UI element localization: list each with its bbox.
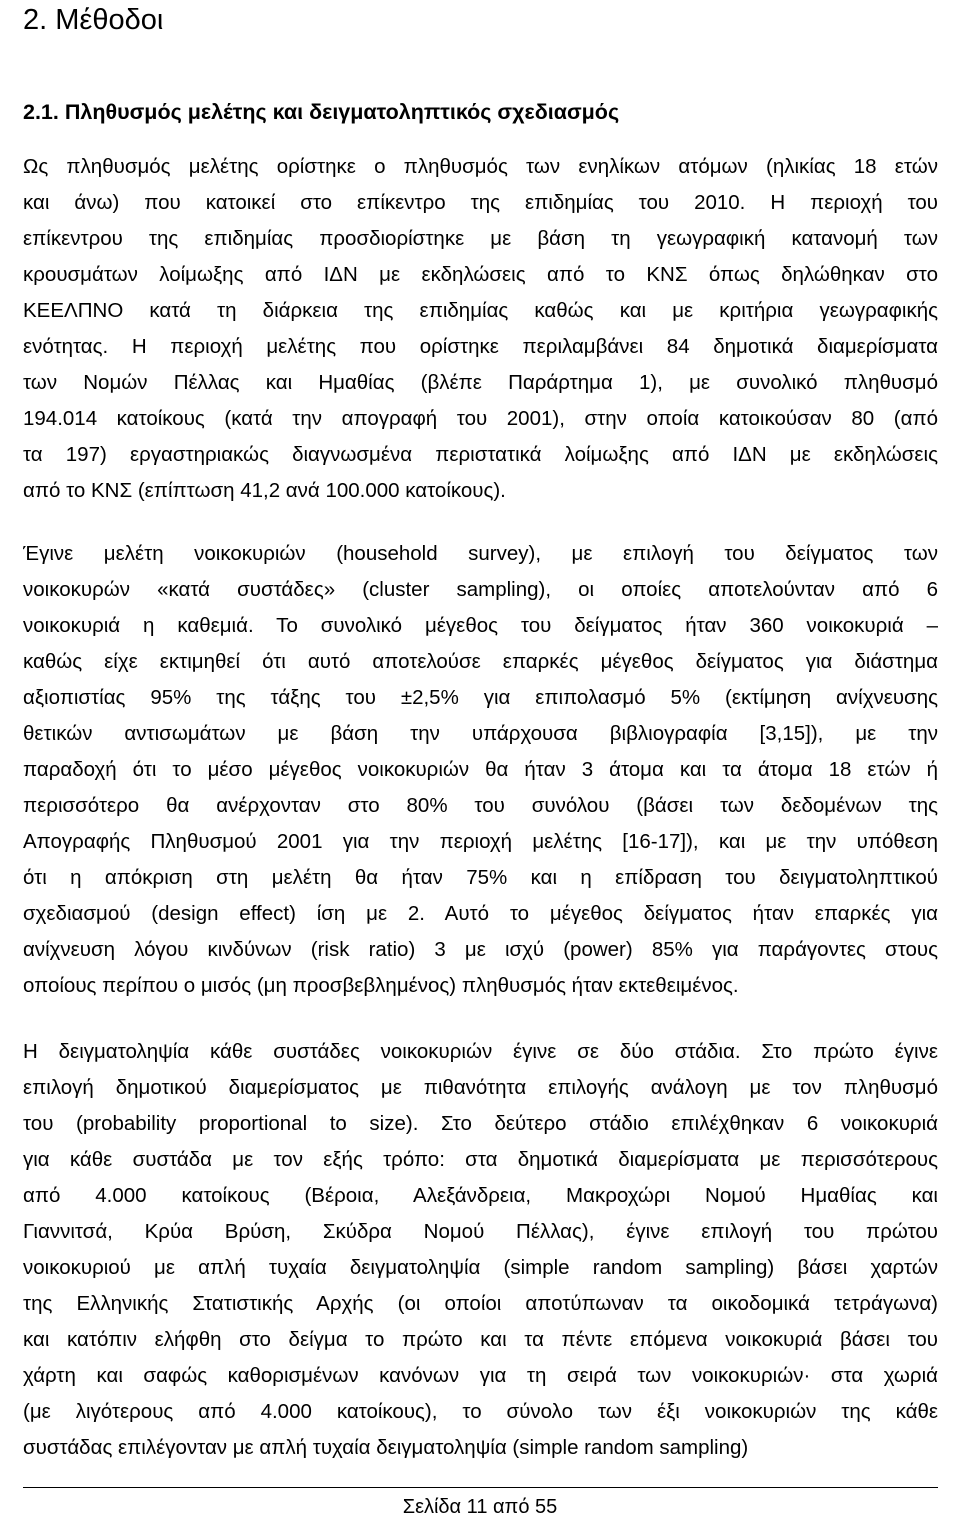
paragraph-household-survey (23, 536, 938, 1004)
paragraph-line: παραδοχή ότι το μέσο μέγεθος νοικοκυριών θα ήταν 3 άτομα και τα άτομα 18 ετών ή (23, 758, 938, 781)
paragraph-line: συστάδας επιλέγονταν με απλή τυχαία δειγματοληψία (simple random sampling) (23, 1436, 749, 1459)
paragraph-line: ότι η απόκριση στη μελέτη θα ήταν 75% και η επίδραση του δειγματοληπτικού (23, 866, 938, 889)
paragraph-line: νοικοκυρών «κατά συστάδες» (cluster sampling), οι οποίες αποτελούνταν από 6 (23, 578, 938, 601)
footer-divider (23, 1487, 938, 1488)
paragraph-line: επιλογή δημοτικού διαμερίσματος με πιθανότητα επιλογής ανάλογη με τον πληθυσμό (23, 1076, 938, 1099)
paragraph-line: περισσότερο θα ανέρχονταν στο 80% του συνόλου (βάσει των δεδομένων της (23, 794, 938, 817)
paragraph-line: (με λιγότερους από 4.000 κατοίκους), το σύνολο των έξι νοικοκυριών της κάθε (23, 1400, 938, 1423)
paragraph-sampling-stages (23, 1034, 938, 1466)
paragraph-line: και άνω) που κατοικεί στο επίκεντρο της επιδημίας του 2010. Η περιοχή του (23, 191, 938, 214)
paragraph-study-population (23, 149, 938, 509)
paragraph-line: του (probability proportional to size). Στο δεύτερο στάδιο επιλέχθηκαν 6 νοικοκυριά (23, 1112, 938, 1135)
paragraph-line: Έγινε μελέτη νοικοκυριών (household survey), με επιλογή του δείγματος των (23, 542, 938, 565)
paragraph-line: οποίους περίπου ο μισός (μη προσβεβλημένος) πληθυσμός ήταν εκτεθειμένος. (23, 974, 739, 997)
paragraph-line: Ως πληθυσμός μελέτης ορίστηκε ο πληθυσμός των ενηλίκων ατόμων (ηλικίας 18 ετών (23, 155, 938, 178)
paragraph-line: Η δειγματοληψία κάθε συστάδες νοικοκυριών έγινε σε δύο στάδια. Στο πρώτο έγινε (23, 1040, 938, 1063)
paragraph-line: των Νομών Πέλλας και Ημαθίας (βλέπε Παράρτημα 1), με συνολικό πληθυσμό (23, 371, 938, 394)
paragraph-line: σχεδιασμού (design effect) ίση με 2. Αυτό το μέγεθος δείγματος ήταν επαρκές για (23, 902, 938, 925)
paragraph-line: από 4.000 κατοίκους (Βέροια, Αλεξάνδρεια, Μακροχώρι Νομού Ημαθίας και (23, 1184, 938, 1207)
paragraph-line: ανίχνευση λόγου κινδύνων (risk ratio) 3 με ισχύ (power) 85% για παράγοντες στους (23, 938, 938, 961)
paragraph-line: ενότητας. Η περιοχή μελέτης που ορίστηκε περιλαμβάνει 84 δημοτικά διαμερίσματα (23, 335, 938, 358)
paragraph-line: Απογραφής Πληθυσμού 2001 για την περιοχή μελέτης [16-17]), και με την υπόθεση (23, 830, 938, 853)
paragraph-line: χάρτη και σαφώς καθορισμένων κανόνων για τη σειρά των νοικοκυριών· στα χωριά (23, 1364, 938, 1387)
paragraph-line: θετικών αντισωμάτων με βάση την υπάρχουσα βιβλιογραφία [3,15]), με την (23, 722, 938, 745)
paragraph-line: ΚΕΕΛΠΝΟ κατά τη διάρκεια της επιδημίας καθώς και με κριτήρια γεωγραφικής (23, 299, 938, 322)
paragraph-line: 194.014 κατοίκους (κατά την απογραφή του 2001), στην οποία κατοικούσαν 80 (από (23, 407, 938, 430)
paragraph-line: τα 197) εργαστηριακώς διαγνωσμένα περιστατικά λοίμωξης από ΙΔΝ με εκδηλώσεις (23, 443, 938, 466)
section-title: 2. Μέθοδοι (23, 4, 164, 36)
paragraph-line: για κάθε συστάδα με τον εξής τρόπο: στα δημοτικά διαμερίσματα με περισσότερους (23, 1148, 938, 1171)
paragraph-line: της Ελληνικής Στατιστικής Αρχής (οι οποίοι αποτύπωναν τα οικοδομικά τετράγωνα) (23, 1292, 938, 1315)
paragraph-line: από το ΚΝΣ (επίπτωση 41,2 ανά 100.000 κατοίκους). (23, 479, 506, 502)
paragraph-line: Γιαννιτσά, Κρύα Βρύση, Σκύδρα Νομού Πέλλας), έγινε επιλογή του πρώτου (23, 1220, 938, 1243)
paragraph-line: νοικοκυριού με απλή τυχαία δειγματοληψία (simple random sampling) βάσει χαρτών (23, 1256, 938, 1279)
paragraph-line: αξιοπιστίας 95% της τάξης του ±2,5% για επιπολασμό 5% (εκτίμηση ανίχνευσης (23, 686, 938, 709)
paragraph-line: επίκεντρου της επιδημίας προσδιορίστηκε με βάση τη γεωγραφική κατανομή των (23, 227, 938, 250)
subsection-title: 2.1. Πληθυσμός μελέτης και δειγματοληπτικός σχεδιασμός (23, 100, 620, 124)
paragraph-line: κρουσμάτων λοίμωξης από ΙΔΝ με εκδηλώσεις από το ΚΝΣ όπως δηλώθηκαν στο (23, 263, 938, 286)
page-number-footer: Σελίδα 11 από 55 (402, 1496, 558, 1518)
paragraph-line: και κατόπιν ελήφθη στο δείγμα το πρώτο και τα πέντε επόμενα νοικοκυριά βάσει του (23, 1328, 938, 1351)
paragraph-line: καθώς είχε εκτιμηθεί ότι αυτό αποτελούσε επαρκές μέγεθος δείγματος για διάστημα (23, 650, 938, 673)
paragraph-line: νοικοκυριά η καθεμιά. Το συνολικό μέγεθος του δείγματος ήταν 360 νοικοκυριά – (23, 614, 938, 637)
